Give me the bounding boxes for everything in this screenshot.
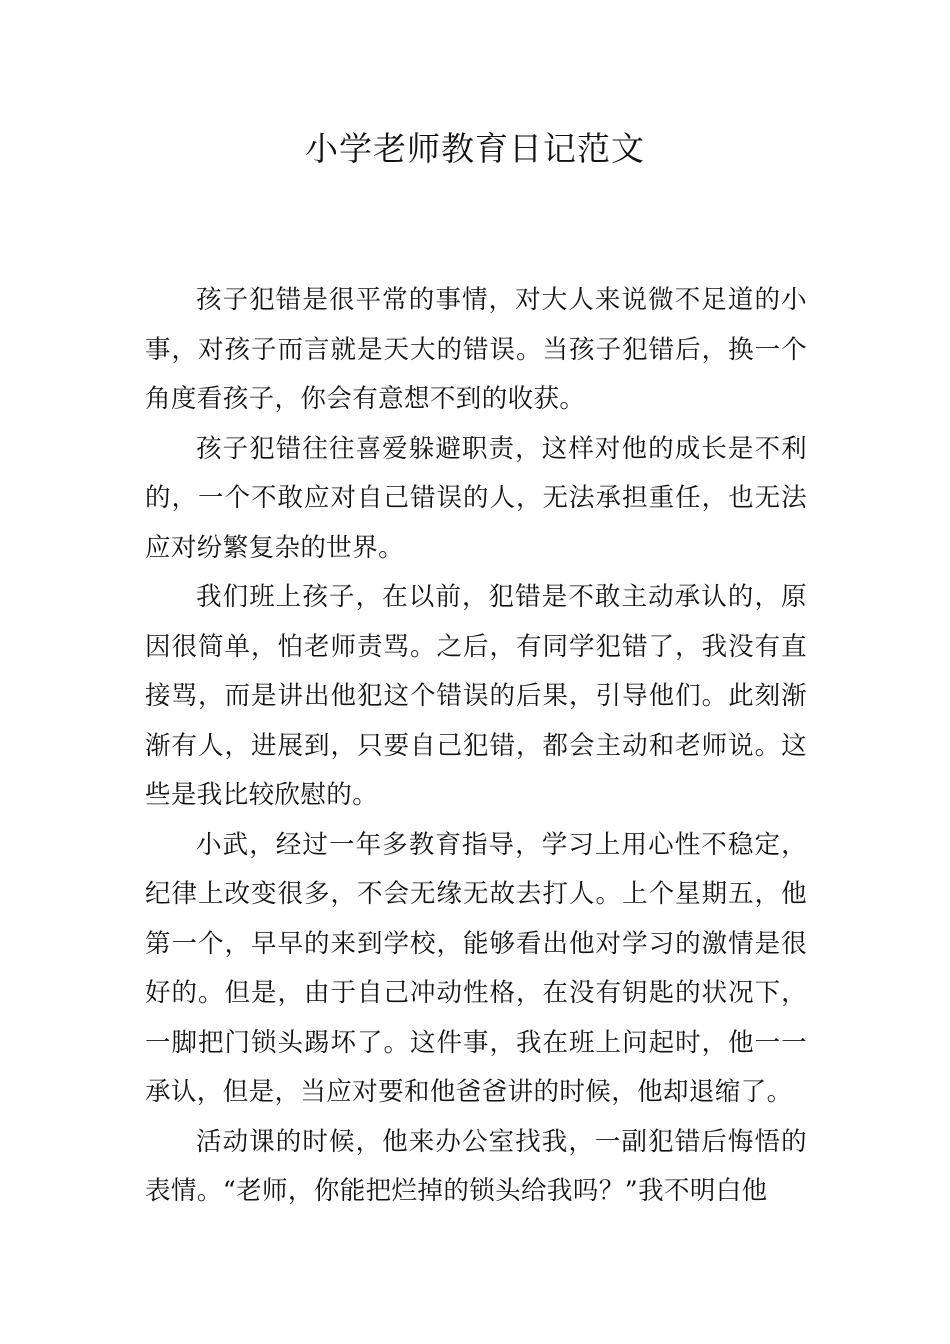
- paragraph-5: 活动课的时候，他来办公室找我，一副犯错后悔悟的表情。“老师，你能把烂掉的锁头给我吗？”我不明白他: [145, 1126, 807, 1206]
- document-title: 小学老师教育日记范文: [305, 129, 645, 168]
- paragraph-2: 孩子犯错往往喜爱躲避职责，这样对他的成长是不利的，一个不敢应对自己错误的人，无法承担重任，也无法应对纷繁复杂的世界。: [145, 433, 807, 563]
- paragraph-1: 孩子犯错是很平常的事情，对大人来说微不足道的小事，对孩子而言就是天大的错误。当孩子犯错后，换一个角度看孩子，你会有意想不到的收获。: [145, 285, 807, 414]
- document-body: [145, 276, 807, 1217]
- paragraph-4: 小武，经过一年多教育指导，学习上用心性不稳定，纪律上改变很多，不会无缘无故去打人。上个星期五，他第一个，早早的来到学校，能够看出他对学习的激情是很好的。但是，由于自己冲动性格，在没有钥匙的状况下，一脚把门锁头踢坏了。这件事，我在班上问起时，他一一承认，但是，当应对要和他爸爸讲的时候，他却退缩了。: [145, 829, 807, 1107]
- paragraph-3: 我们班上孩子，在以前，犯错是不敢主动承认的，原因很简单，怕老师责骂。之后，有同学犯错了，我没有直接骂，而是讲出他犯这个错误的后果，引导他们。此刻渐渐有人，进展到，只要自己犯错，都会主动和老师说。这些是我比较欣慰的。: [145, 582, 807, 810]
